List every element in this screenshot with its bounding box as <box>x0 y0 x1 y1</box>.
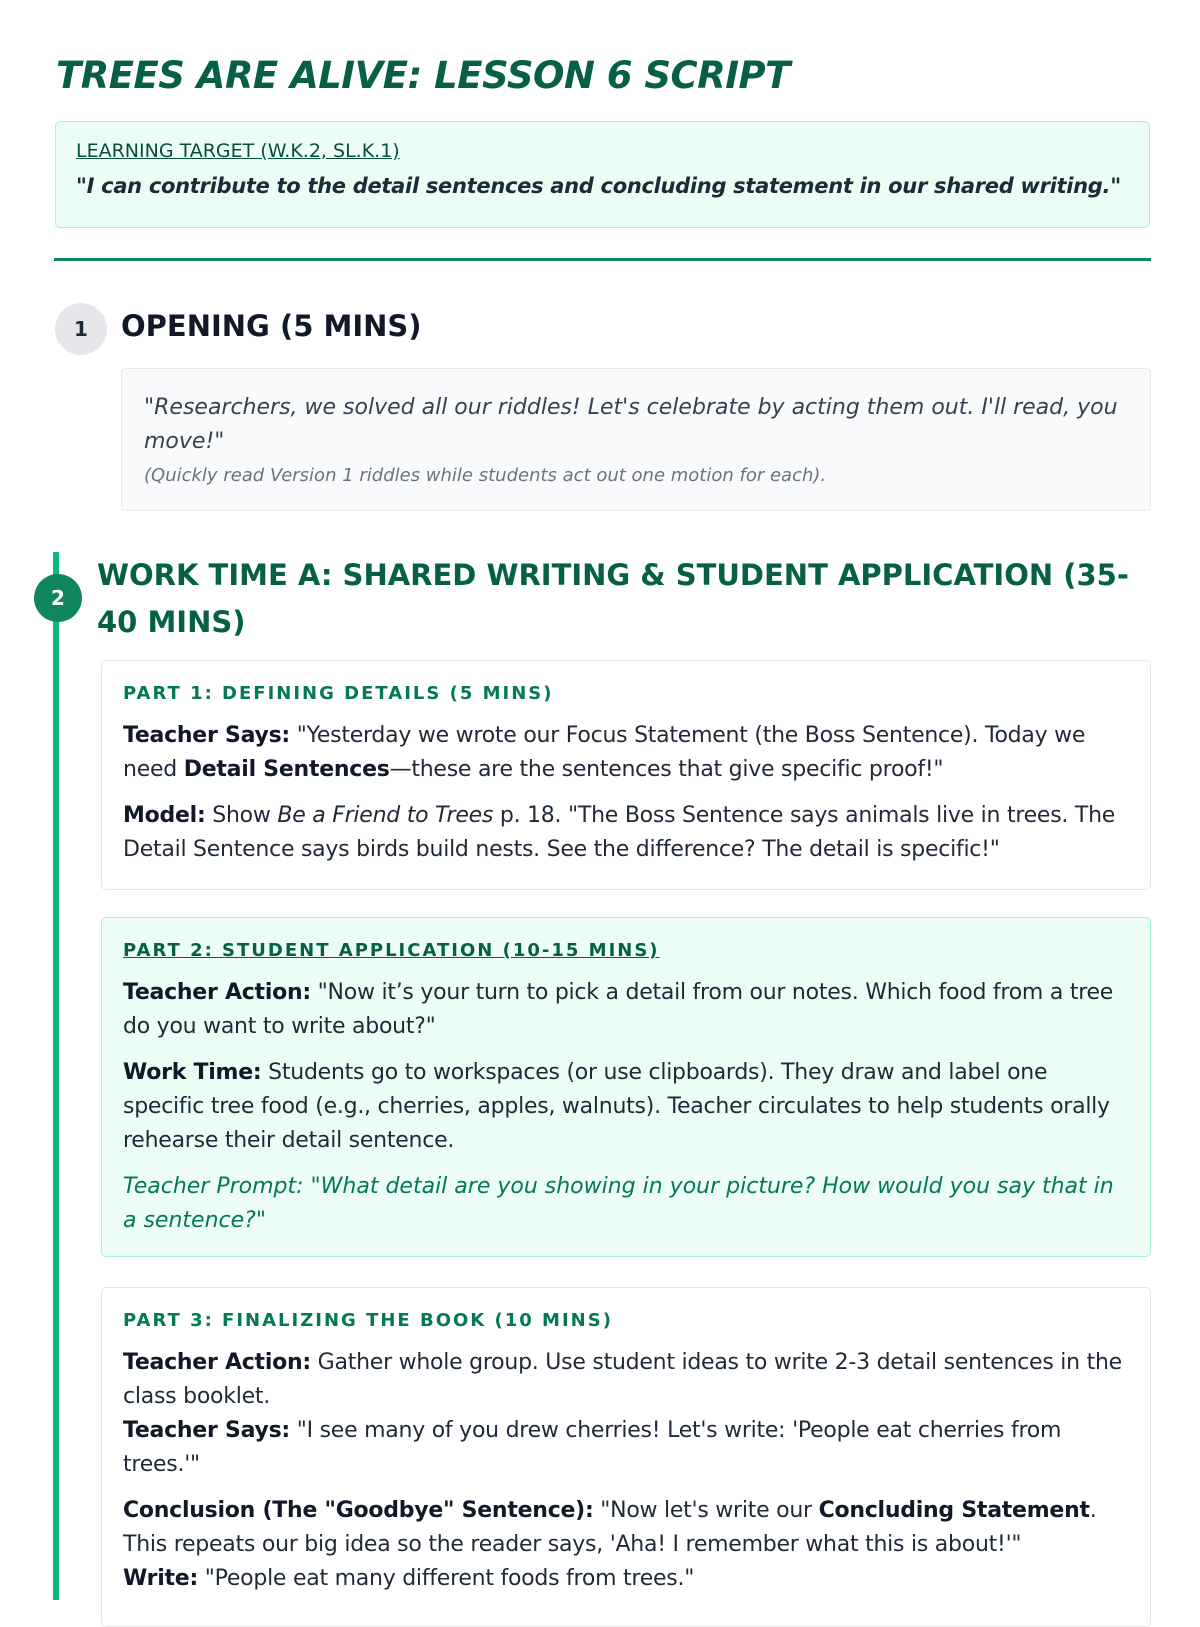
teacher-action-text: "Now it’s your turn to pick a detail from our notes. Which food from a tree do you want to write about?" <box>123 980 1114 1039</box>
step-number-badge: 2 <box>34 574 82 622</box>
part-1-card <box>101 660 1151 890</box>
timeline-line <box>53 552 59 1600</box>
work-time-text: Students go to workspaces (or use clipboards). They draw and label one specific tree food (e.g., cherries, apples, walnuts). Teacher circulates to help students orally rehearse their detail sentence. <box>123 1060 1110 1153</box>
concluding-statement-term: Concluding Statement <box>818 1498 1090 1523</box>
work-time-label: Work Time: <box>123 1060 262 1085</box>
write-label: Write: <box>123 1566 199 1591</box>
teacher-says-label: Teacher Says: <box>123 1418 290 1443</box>
part-2-work-time <box>123 1056 1130 1158</box>
teacher-says-text: "Yesterday we wrote our Focus Statement (the Boss Sentence). Today we need <box>123 723 1086 782</box>
teacher-prompt: Teacher Prompt: "What detail are you showing in your picture? How would you say that in a sentence?" <box>123 1174 1114 1233</box>
part-1-teacher-says <box>123 719 1130 787</box>
part-3-teacher-says <box>123 1414 1130 1482</box>
book-title: Be a Friend to Trees <box>277 803 494 828</box>
part-1-heading: PART 1: DEFINING DETAILS (5 MINS) <box>123 683 554 704</box>
model-text: p. 18. "The Boss Sentence says animals live in trees. The Detail Sentence says birds build nests. See the difference? The detail is specific!" <box>123 803 1116 862</box>
part-3-conclusion <box>123 1494 1130 1562</box>
part-3-teacher-action <box>123 1346 1130 1414</box>
conclusion-text: . This repeats our big idea so the reader says, 'Aha! I remember what this is about!'" <box>123 1498 1097 1557</box>
work-time-heading: WORK TIME A: SHARED WRITING & STUDENT APPLICATION (35-40 MINS) <box>97 558 1129 639</box>
teacher-says-label: Teacher Says: <box>123 723 290 748</box>
part-3-card <box>101 1287 1151 1627</box>
write-text: "People eat many different foods from trees." <box>198 1566 695 1591</box>
opening-quote: "Researchers, we solved all our riddles! Let's celebrate by acting them out. I'll read, you move!" <box>144 395 1118 454</box>
part-3-write <box>123 1562 1130 1596</box>
model-text: Show <box>205 803 278 828</box>
section-divider <box>54 258 1151 261</box>
part-2-card <box>101 917 1151 1257</box>
part-2-teacher-action <box>123 976 1130 1044</box>
teacher-says-text: "I see many of you drew cherries! Let's write: 'People eat cherries from trees.'" <box>123 1418 1062 1477</box>
teacher-action-text: Gather whole group. Use student ideas to write 2-3 detail sentences in the class booklet. <box>123 1350 1122 1409</box>
learning-target-quote: "I can contribute to the detail sentences and concluding statement in our shared writing." <box>76 174 1121 198</box>
opening-heading: OPENING (5 MINS) <box>121 309 422 343</box>
detail-sentences-term: Detail Sentences <box>183 757 390 782</box>
learning-target-label: LEARNING TARGET (W.K.2, SL.K.1) <box>76 140 400 162</box>
teacher-action-label: Teacher Action: <box>123 1350 311 1375</box>
step-number-badge: 1 <box>55 303 107 355</box>
conclusion-label: Conclusion (The "Goodbye" Sentence): <box>123 1498 594 1523</box>
conclusion-text: "Now let's write our <box>593 1498 819 1523</box>
opening-note: (Quickly read Version 1 riddles while students act out one motion for each). <box>144 465 827 486</box>
opening-script-box <box>121 368 1151 511</box>
teacher-says-text: —these are the sentences that give specific proof!" <box>389 757 944 782</box>
part-2-heading: PART 2: STUDENT APPLICATION (10-15 MINS) <box>123 940 660 961</box>
part-3-heading: PART 3: FINALIZING THE BOOK (10 MINS) <box>123 1310 613 1331</box>
teacher-action-label: Teacher Action: <box>123 980 311 1005</box>
part-1-model <box>123 799 1130 867</box>
model-label: Model: <box>123 803 206 828</box>
page-title: TREES ARE ALIVE: LESSON 6 SCRIPT <box>56 54 790 97</box>
learning-target-box <box>55 121 1150 228</box>
